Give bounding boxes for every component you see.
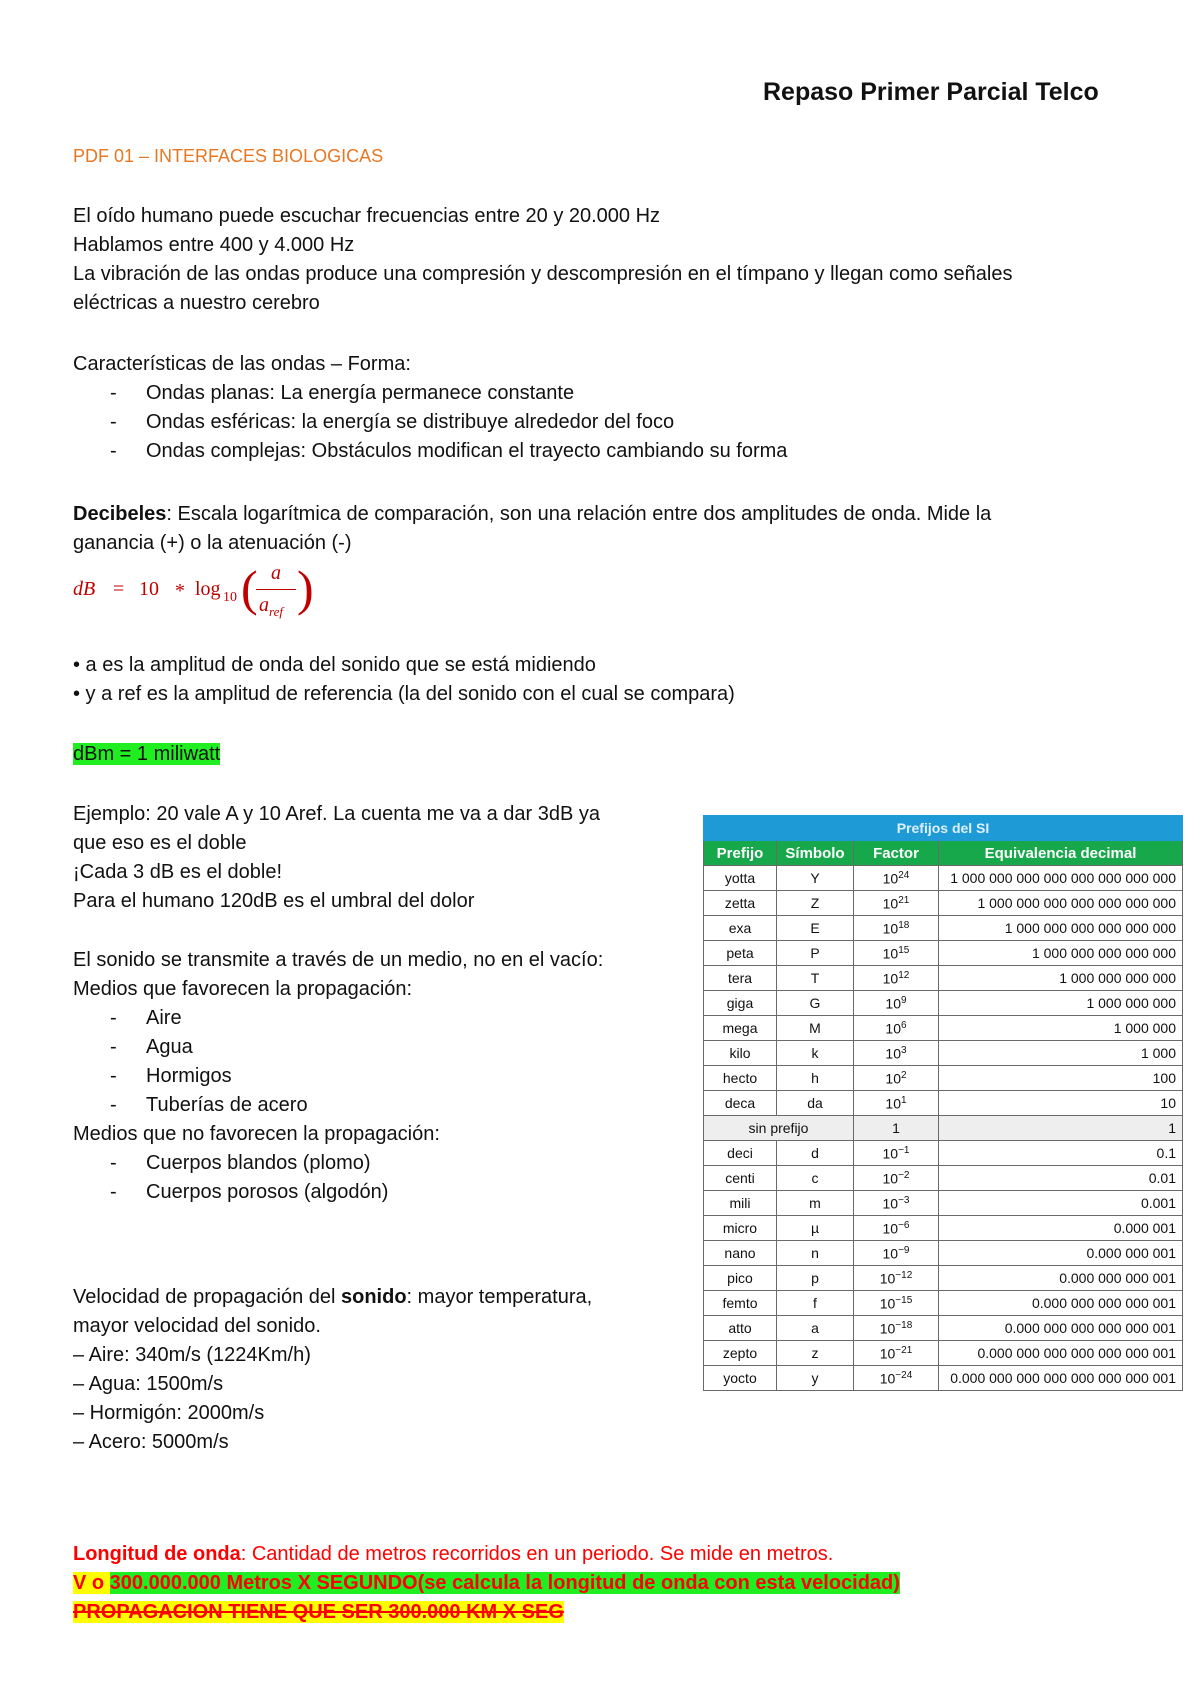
symbol-cell: d	[777, 1141, 854, 1166]
factor-cell: $10^{21}$	[854, 891, 939, 916]
symbol-cell: a	[777, 1316, 854, 1341]
column-header: Símbolo	[777, 841, 854, 866]
list-item: - Tuberías de acero	[110, 1094, 308, 1116]
speed-item: – Acero: 5000m/s	[73, 1431, 229, 1453]
column-header: Factor	[854, 841, 939, 866]
prefix-cell: kilo	[704, 1041, 777, 1066]
decimal-cell: 0.001	[939, 1191, 1183, 1216]
medium-line: El sonido se transmite a través de un medio, no en el vacío:	[73, 949, 604, 971]
factor-cell: $10^2$	[854, 1066, 939, 1091]
prefix-cell: nano	[704, 1241, 777, 1266]
decimal-cell: 1 000 000 000 000 000 000 000	[939, 891, 1183, 916]
prefix-cell: centi	[704, 1166, 777, 1191]
symbol-cell: Z	[777, 891, 854, 916]
list-item: - Ondas esféricas: la energía se distribuye alrededor del foco	[110, 411, 675, 433]
table-row	[704, 941, 1183, 966]
table-row	[704, 1316, 1183, 1341]
decimal-cell: 0.000 000 000 000 001	[939, 1291, 1183, 1316]
symbol-cell: p	[777, 1266, 854, 1291]
decimal-cell: 0.000 000 000 000 000 000 000 001	[939, 1366, 1183, 1391]
table-caption: Prefijos del SI	[704, 816, 1183, 841]
factor-cell: $10^6$	[854, 1016, 939, 1041]
nofav-heading: Medios que no favorecen la propagación:	[73, 1123, 440, 1145]
factor-cell: $10^{12}$	[854, 966, 939, 991]
table-row	[704, 1291, 1183, 1316]
symbol-cell: Y	[777, 866, 854, 891]
section-heading: PDF 01 – INTERFACES BIOLOGICAS	[73, 146, 384, 166]
decimal-cell: 0.000 001	[939, 1216, 1183, 1241]
example-line: Para el humano 120dB es el umbral del dolor	[73, 890, 475, 912]
bullet-item: • a es la amplitud de onda del sonido que se está midiendo	[73, 654, 596, 676]
prefix-cell: micro	[704, 1216, 777, 1241]
decimal-cell: 1 000 000 000 000 000 000 000 000	[939, 866, 1183, 891]
symbol-cell: z	[777, 1341, 854, 1366]
wavelength-velocity: V o 300.000.000 Metros X SEGUNDO(se calcula la longitud de onda con esta velocidad)	[73, 1572, 900, 1594]
prefix-cell: deca	[704, 1091, 777, 1116]
symbol-cell: h	[777, 1066, 854, 1091]
list-item: - Ondas planas: La energía permanece constante	[110, 382, 575, 404]
table-row	[704, 1141, 1183, 1166]
wavelength-definition: Longitud de onda: Cantidad de metros recorridos en un periodo. Se mide en metros.	[73, 1543, 834, 1565]
factor-cell: $10^{15}$	[854, 941, 939, 966]
factor-cell: $10^{-18}$	[854, 1316, 939, 1341]
factor-cell: $10^{-24}$	[854, 1366, 939, 1391]
factor-cell: $10^{-3}$	[854, 1191, 939, 1216]
symbol-cell: f	[777, 1291, 854, 1316]
waves-block	[73, 350, 787, 466]
fav-heading: Medios que favorecen la propagación:	[73, 978, 413, 1000]
si-prefix-table-wrapper	[703, 815, 1183, 1391]
table-row	[704, 1341, 1183, 1366]
prefix-cell: atto	[704, 1316, 777, 1341]
table-body	[704, 866, 1183, 1391]
factor-cell: $10^{-15}$	[854, 1291, 939, 1316]
prefix-cell: hecto	[704, 1066, 777, 1091]
factor-cell: $10^{-21}$	[854, 1341, 939, 1366]
table-row	[704, 1266, 1183, 1291]
table-row	[704, 866, 1183, 891]
symbol-cell: E	[777, 916, 854, 941]
speed-heading-cont: mayor velocidad del sonido.	[73, 1315, 321, 1337]
intro-line: La vibración de las ondas produce una compresión y descompresión en el tímpano y llegan como señales	[73, 263, 1013, 285]
wavelength-strike: PROPAGACION TIENE QUE SER 300.000 KM X SEG	[73, 1601, 564, 1623]
example-line: ¡Cada 3 dB es el doble!	[73, 861, 283, 883]
table-row	[704, 991, 1183, 1016]
dbm-note: dBm = 1 miliwatt	[73, 743, 221, 765]
list-item: - Hormigos	[110, 1065, 232, 1087]
prefix-cell: exa	[704, 916, 777, 941]
decibels-definition-cont: ganancia (+) o la atenuación (-)	[73, 532, 352, 554]
symbol-cell: T	[777, 966, 854, 991]
decimal-cell: 0.000 000 000 001	[939, 1266, 1183, 1291]
speed-item: – Hormigón: 2000m/s	[73, 1402, 265, 1424]
factor-cell: 1	[854, 1116, 939, 1141]
decimal-cell: 1 000 000 000 000 000	[939, 941, 1183, 966]
symbol-cell: P	[777, 941, 854, 966]
factor-cell: $10^{18}$	[854, 916, 939, 941]
table-row	[704, 1041, 1183, 1066]
intro-line: Hablamos entre 400 y 4.000 Hz	[73, 234, 355, 256]
decimal-cell: 0.1	[939, 1141, 1183, 1166]
symbol-cell: µ	[777, 1216, 854, 1241]
speed-block	[73, 1283, 592, 1457]
table-row	[704, 1166, 1183, 1191]
table-row	[704, 1191, 1183, 1216]
factor-cell: $10^{24}$	[854, 866, 939, 891]
intro-block	[73, 202, 1012, 318]
speed-heading: Velocidad de propagación del sonido: mayor temperatura,	[73, 1286, 593, 1308]
intro-line: El oído humano puede escuchar frecuencias entre 20 y 20.000 Hz	[73, 205, 661, 227]
factor-cell: $10^{-1}$	[854, 1141, 939, 1166]
decimal-cell: 1 000 000	[939, 1016, 1183, 1041]
prefix-cell: deci	[704, 1141, 777, 1166]
factor-cell: $10^9$	[854, 991, 939, 1016]
si-prefix-table	[703, 815, 1183, 1391]
decimal-cell: 1 000 000 000 000 000 000	[939, 916, 1183, 941]
decimal-cell: 0.000 000 000 000 000 000 001	[939, 1341, 1183, 1366]
list-item: - Agua	[110, 1036, 193, 1058]
table-row	[704, 1016, 1183, 1041]
decimal-cell: 1 000 000 000	[939, 991, 1183, 1016]
example-line: que eso es el doble	[73, 832, 247, 854]
decimal-cell: 1	[939, 1116, 1183, 1141]
table-row	[704, 916, 1183, 941]
prefix-cell: zetta	[704, 891, 777, 916]
symbol-cell: n	[777, 1241, 854, 1266]
decimal-cell: 100	[939, 1066, 1183, 1091]
speed-item: – Aire: 340m/s (1224Km/h)	[73, 1344, 311, 1366]
column-header: Equivalencia decimal	[939, 841, 1183, 866]
table-row	[704, 1366, 1183, 1391]
table-row	[704, 1241, 1183, 1266]
table-row	[704, 1216, 1183, 1241]
prefix-cell: tera	[704, 966, 777, 991]
example-block	[73, 800, 600, 916]
example-line: Ejemplo: 20 vale A y 10 Aref. La cuenta me va a dar 3dB ya	[73, 803, 600, 825]
list-item: - Cuerpos blandos (plomo)	[110, 1152, 371, 1174]
column-header: Prefijo	[704, 841, 777, 866]
list-item: - Aire	[110, 1007, 182, 1029]
table-row	[704, 1116, 1183, 1141]
prefix-cell: yotta	[704, 866, 777, 891]
factor-cell: $10^{-9}$	[854, 1241, 939, 1266]
symbol-cell: k	[777, 1041, 854, 1066]
factor-cell: $10^{-2}$	[854, 1166, 939, 1191]
decimal-cell: 0.000 000 000 000 000 001	[939, 1316, 1183, 1341]
table-row	[704, 1091, 1183, 1116]
table-row	[704, 966, 1183, 991]
bullet-item: • y a ref es la amplitud de referencia (la del sonido con el cual se compara)	[73, 683, 735, 705]
symbol-cell: m	[777, 1191, 854, 1216]
speed-item: – Agua: 1500m/s	[73, 1373, 224, 1395]
list-item: - Cuerpos porosos (algodón)	[110, 1181, 389, 1203]
prefix-cell: zepto	[704, 1341, 777, 1366]
prefix-cell: mega	[704, 1016, 777, 1041]
factor-cell: $10^{-6}$	[854, 1216, 939, 1241]
intro-line: eléctricas a nuestro cerebro	[73, 292, 320, 314]
medium-block	[73, 946, 603, 1207]
decimal-cell: 0.000 000 001	[939, 1241, 1183, 1266]
prefix-cell: yocto	[704, 1366, 777, 1391]
symbol-cell: da	[777, 1091, 854, 1116]
factor-cell: $10^{-12}$	[854, 1266, 939, 1291]
page-title: Repaso Primer Parcial Telco	[763, 78, 1099, 106]
symbol-cell: G	[777, 991, 854, 1016]
prefix-cell: femto	[704, 1291, 777, 1316]
prefix-cell: mili	[704, 1191, 777, 1216]
table-row	[704, 891, 1183, 916]
symbol-cell: c	[777, 1166, 854, 1191]
decimal-cell: 0.01	[939, 1166, 1183, 1191]
prefix-cell: giga	[704, 991, 777, 1016]
decibels-bullets	[73, 651, 735, 709]
factor-cell: $10^3$	[854, 1041, 939, 1066]
wavelength-block	[73, 1540, 900, 1627]
waves-heading: Características de las ondas – Forma:	[73, 353, 411, 375]
decibel-formula: dB = 10 * log 10 ( a $a_{ref}$ )	[73, 560, 314, 619]
prefix-cell: sin prefijo	[704, 1116, 854, 1141]
decibels-block	[73, 500, 991, 558]
decimal-cell: 1 000	[939, 1041, 1183, 1066]
factor-cell: $10^1$	[854, 1091, 939, 1116]
prefix-cell: pico	[704, 1266, 777, 1291]
decimal-cell: 1 000 000 000 000	[939, 966, 1183, 991]
list-item: - Ondas complejas: Obstáculos modifican el trayecto cambiando su forma	[110, 440, 788, 462]
decibels-definition: Decibeles: Escala logarítmica de comparación, son una relación entre dos amplitudes de onda. Mide la	[73, 503, 992, 525]
prefix-cell: peta	[704, 941, 777, 966]
table-row	[704, 1066, 1183, 1091]
decimal-cell: 10	[939, 1091, 1183, 1116]
symbol-cell: y	[777, 1366, 854, 1391]
symbol-cell: M	[777, 1016, 854, 1041]
